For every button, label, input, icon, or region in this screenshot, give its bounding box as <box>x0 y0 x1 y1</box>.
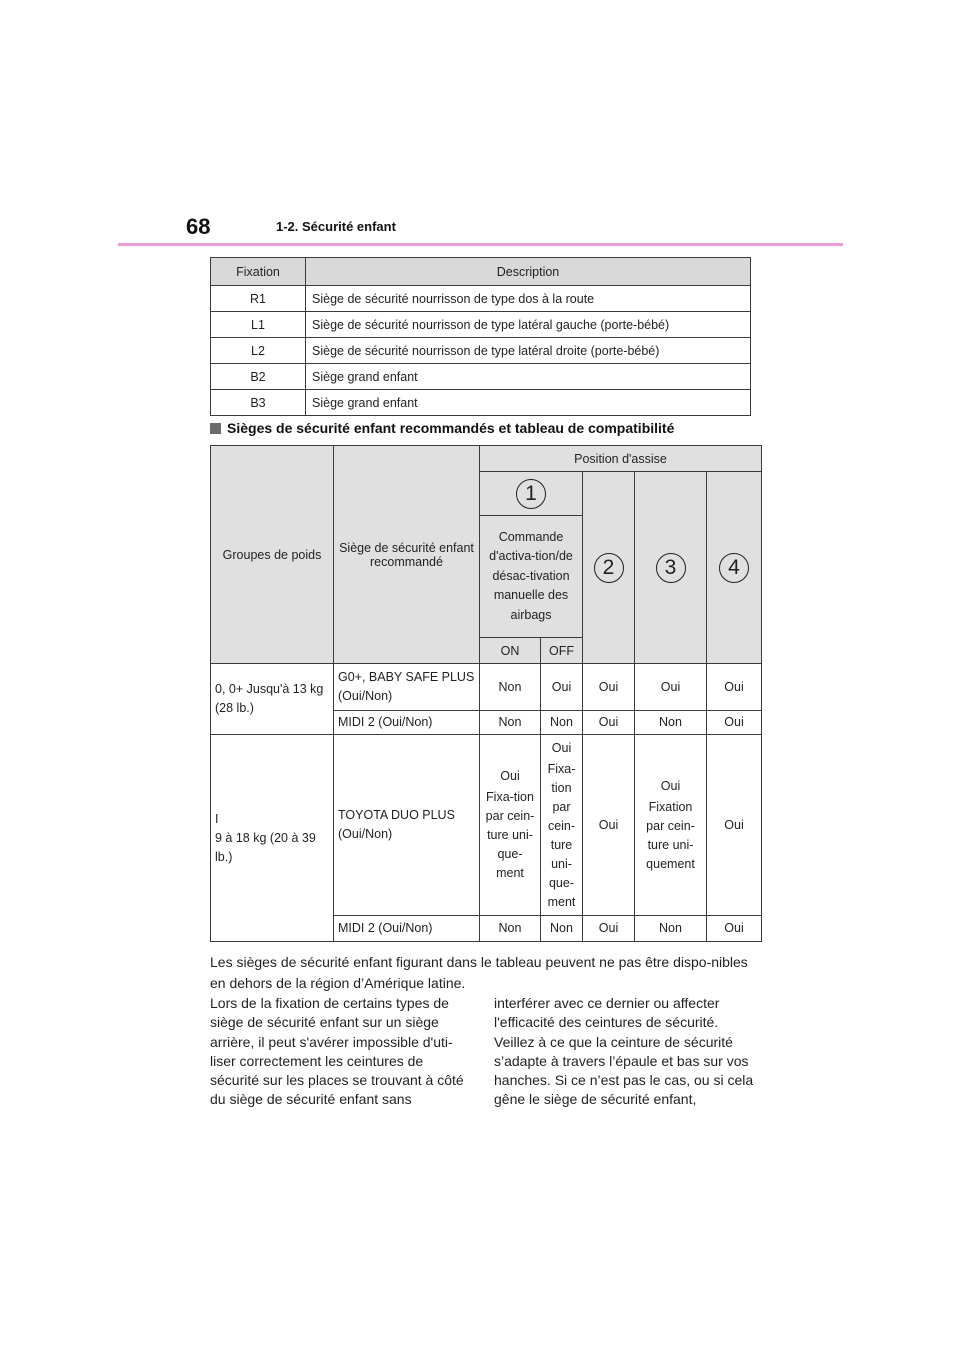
seat-position-3-icon: 3 <box>656 553 686 583</box>
compat-cell <box>480 735 541 916</box>
compat-cell: Oui <box>583 916 635 942</box>
header-on: ON <box>480 638 541 664</box>
compat-cell: Non <box>635 916 707 942</box>
seat-name: MIDI 2 (Oui/Non) <box>334 916 480 942</box>
section-title: 1-2. Sécurité enfant <box>276 219 396 234</box>
header-description: Description <box>306 258 751 286</box>
compat-value: Oui <box>660 778 681 793</box>
compat-cell: Non <box>480 916 541 942</box>
table-row <box>211 390 751 416</box>
compat-note: Fixation par cein-ture uni-quement <box>646 799 695 871</box>
seat-position-4-icon: 4 <box>719 553 749 583</box>
availability-note: Les sièges de sécurité enfant figurant dans le tableau peuvent ne pas être dispo-nibles en dehors de la région d’Amérique latine. <box>210 954 748 991</box>
fixation-description: Siège de sécurité nourrisson de type dos à la route <box>306 286 751 312</box>
compat-cell: Oui <box>635 664 707 711</box>
position-4-cell <box>707 472 762 664</box>
table-row <box>211 735 762 916</box>
fixation-description: Siège de sécurité nourrisson de type latéral droite (porte-bébé) <box>306 338 751 364</box>
seat-name: MIDI 2 (Oui/Non) <box>334 711 480 735</box>
seat-name: G0+, BABY SAFE PLUS (Oui/Non) <box>334 664 480 711</box>
compat-cell: Oui <box>541 664 583 711</box>
body-text-right: interférer avec ce dernier ou affecter l'efficacité des ceintures de sécurité. Veillez à ce que la ceinture de sécurité s’adapte à travers l’épaule et bas sur vos hanches. Si ce n’est pas le cas, ou si cela gêne le siège de sécurité enfant, <box>494 995 754 1108</box>
compat-cell: Non <box>541 711 583 735</box>
seat-name: TOYOTA DUO PLUS (Oui/Non) <box>334 735 480 916</box>
fixation-code: B3 <box>211 390 306 416</box>
compat-value: Oui <box>500 769 520 783</box>
weight-group-1-range: 9 à 18 kg (20 à 39 lb.) <box>215 830 316 864</box>
compat-cell <box>635 735 707 916</box>
compat-heading-text: Sièges de sécurité enfant recommandés et tableau de compatibilité <box>227 420 675 436</box>
compat-cell: Oui <box>707 664 762 711</box>
position-1-cell <box>480 472 583 516</box>
page-number: 68 <box>186 214 211 239</box>
weight-group-1-class: I <box>215 811 219 826</box>
weight-group-1 <box>211 735 334 942</box>
compat-cell: Oui <box>583 664 635 711</box>
table-row <box>211 286 751 312</box>
compat-heading <box>210 420 674 436</box>
compat-cell: Non <box>480 664 541 711</box>
fixation-table <box>210 257 751 416</box>
compat-note: Fixa-tion par cein-ture uni-que-ment <box>547 761 576 909</box>
compat-cell: Oui <box>583 735 635 916</box>
airbag-switch-label: Commande d'activa-tion/de désac-tivation manuelle des airbags <box>480 516 583 638</box>
position-3-cell <box>635 472 707 664</box>
fixation-code: R1 <box>211 286 306 312</box>
position-2-cell <box>583 472 635 664</box>
compat-cell: Non <box>541 916 583 942</box>
table-row <box>211 312 751 338</box>
fixation-code: L2 <box>211 338 306 364</box>
table-row <box>211 364 751 390</box>
fixation-description: Siège grand enfant <box>306 364 751 390</box>
fixation-code: B2 <box>211 364 306 390</box>
compat-cell: Non <box>635 711 707 735</box>
header-recommended-seat: Siège de sécurité enfant recommandé <box>334 446 480 664</box>
weight-group-0: 0, 0+ Jusqu'à 13 kg (28 lb.) <box>211 664 334 735</box>
fixation-description: Siège grand enfant <box>306 390 751 416</box>
header-seating-position: Position d'assise <box>480 446 762 472</box>
fixation-code: L1 <box>211 312 306 338</box>
table-header-row <box>211 258 751 286</box>
square-bullet-icon <box>210 423 221 434</box>
compat-cell <box>541 735 583 916</box>
compat-note: Fixa-tion par cein-ture uni-que-ment <box>485 790 535 880</box>
body-text-left: Lors de la fixation de certains types de siège de sécurité enfant sur un siège arrière, il peut s'avérer impossible d'uti-liser correctement les ceintures de sécurité sur les places se trouvant à côté du siège de sécurité enfant sans <box>210 995 464 1108</box>
header-rule <box>118 243 843 246</box>
header-off: OFF <box>541 638 583 664</box>
compat-value: Oui <box>551 740 572 755</box>
header-weight-groups: Groupes de poids <box>211 446 334 664</box>
header-fixation: Fixation <box>211 258 306 286</box>
compat-cell: Oui <box>707 916 762 942</box>
compat-cell: Oui <box>707 711 762 735</box>
seat-position-2-icon: 2 <box>594 553 624 583</box>
compat-cell: Oui <box>707 735 762 916</box>
compat-cell: Non <box>480 711 541 735</box>
compatibility-table <box>210 445 762 942</box>
table-row <box>211 338 751 364</box>
table-row <box>211 664 762 711</box>
seat-position-1-icon: 1 <box>516 479 546 509</box>
fixation-description: Siège de sécurité nourrisson de type latéral gauche (porte-bébé) <box>306 312 751 338</box>
compat-cell: Oui <box>583 711 635 735</box>
